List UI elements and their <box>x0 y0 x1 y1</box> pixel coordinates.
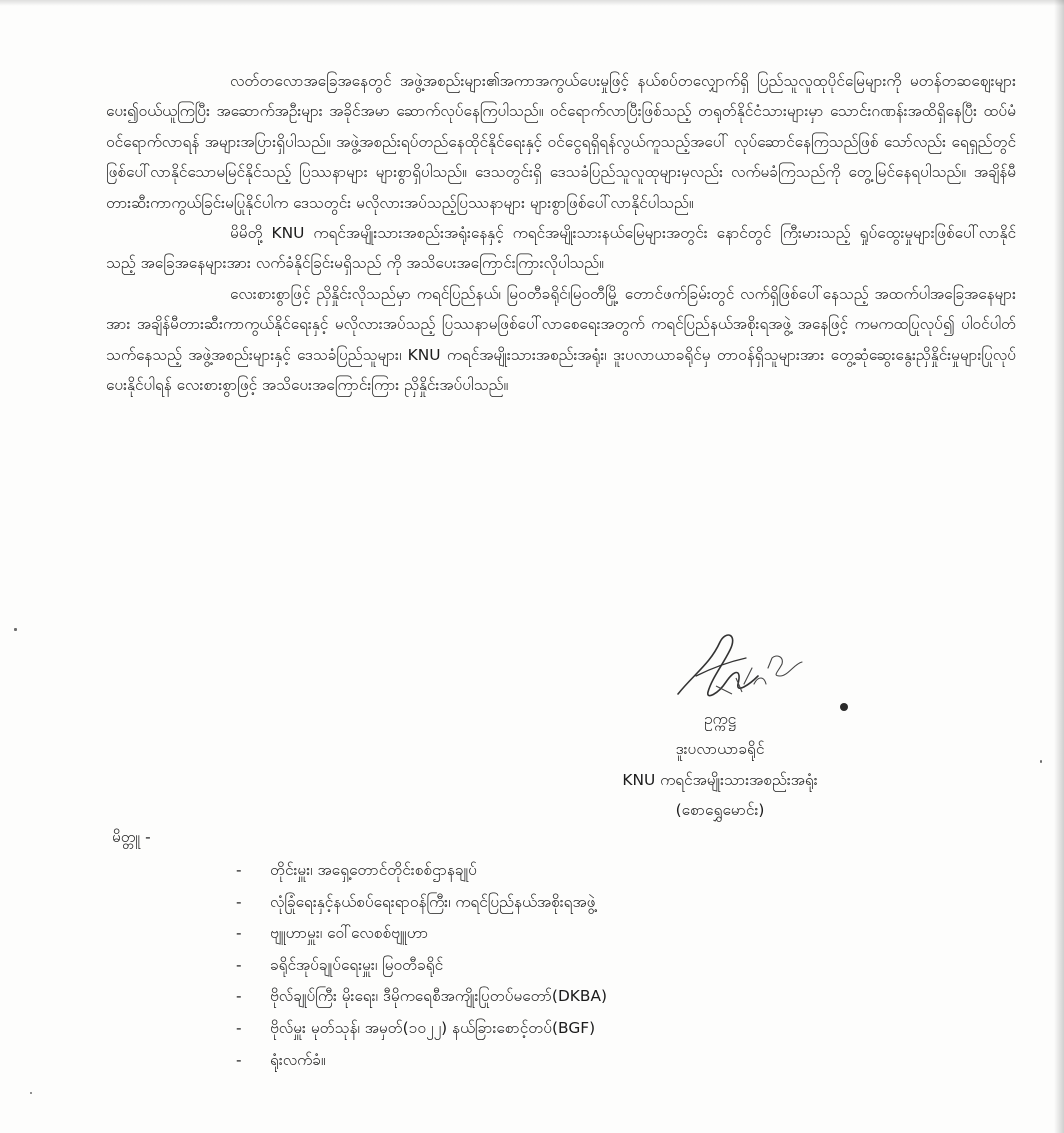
letter-paragraph-2: မိမိတို့ KNU ကရင်အမျိုးသားအစည်းအရုံးနေနှင့် ကရင်အမျိုးသားနယ်မြေများအတွင်း နောင်တွင် ကြီးမားသည့် ရှုပ်ထွေးမှုများဖြစ်ပေါ်လာနိုင်သည့် အခြေအနေများအား လက်ခံနိုင်ခြင်းမရှိသည် ကို အသိပေးအကြောင်းကြားလိုပါသည်။ <box>106 224 1016 273</box>
cc-recipient: - လုံခြုံရေးနှင့်နယ်စပ်ရေးရာဝန်ကြီး၊ ကရင်ပြည်နယ်အစိုးရအဖွဲ့ <box>236 887 607 919</box>
cc-label: မိတ္တူ - <box>112 828 151 846</box>
list-bullet: - <box>236 1050 242 1069</box>
scan-speck <box>30 1092 32 1094</box>
list-bullet: - <box>236 924 242 943</box>
signer-name: (စောရွှေမောင်း) <box>675 801 765 820</box>
letter-paragraph-3: လေးစားစွာဖြင့် ညှိနှိုင်းလိုသည်မှာ ကရင်ပြည်နယ်၊ မြဝတီခရိုင်၊မြဝတီမြို့ တောင်ဖက်ခြမ်းတွင် လက်ရှိဖြစ်ပေါ်နေသည့် အထက်ပါအခြေအနေများအား အချိန်မီတားဆီးကာကွယ်နိုင်ရေးနှင့် မလိုလားအပ်သည့် ပြဿနာမဖြစ်ပေါ်လာစေရေးအတွက် ကရင်ပြည်နယ်အစိုးရအဖွဲ့ အနေဖြင့် ကမကထပြုလုပ်၍ ပါဝင်ပါတ်သက်နေသည့် အဖွဲ့အစည်းများနှင့် ဒေသခံပြည်သူများ၊ KNU ကရင်အမျိုးသားအစည်းအရုံး၊ ဒူးပလာယာခရိုင်မှ တာဝန်ရှိသူများအား တွေ့ဆုံဆွေးနွေးညှိနှိုင်းမှုများပြုလုပ်ပေးနိုင်ပါရန် လေးစားစွာဖြင့် အသိပေးအကြောင်းကြား ညှိနှိုင်းအပ်ပါသည်။ <box>106 284 1016 395</box>
cc-recipient: - ရုံးလက်ခံ။ <box>236 1045 607 1077</box>
cc-recipient: - ဗိုလ်ချုပ်ကြီး မိုးရေး၊ ဒီမိုကရေစီအကျိုးပြုတပ်မတော်(DKBA) <box>236 981 607 1013</box>
list-bullet: - <box>236 861 242 879</box>
cc-recipient-list <box>236 855 607 1076</box>
signer-district: ဒူးပလာယာခရိုင် <box>675 740 765 759</box>
letter-paragraph-1: လတ်တလောအခြေအနေတွင် အဖွဲ့အစည်းများ၏အကာအကွယ်ပေးမှုဖြင့် နယ်စပ်တလျှောက်ရှိ ပြည်သူလူထုပိုင်မြေများကို မတန်တဆဈေးများပေး၍ဝယ်ယူကြပြီး အဆောက်အဦးများ အခိုင်အမာ ဆောက်လုပ်နေကြပါသည်။ ဝင်ရောက်လာပြီးဖြစ်သည့် တရုတ်နိုင်ငံသားများမှာ သောင်းဂဏန်းအထိရှိနေပြီး ထပ်မံဝင်ရောက်လာရန် အများအပြားရှိပါသည်။ အဖွဲ့အစည်းရပ်တည်နေထိုင်နိုင်ရေးနှင့် ဝင်ငွေရရှိရန်လွယ်ကူသည့်အပေါ် လုပ်ဆောင်နေကြသည်ဖြစ် သော်လည်း ရေရှည်တွင် ဖြစ်ပေါ်လာနိုင်သောမမြင်နိုင်သည့် ပြဿနာများ များစွာရှိပါသည်။ ဒေသတွင်းရှိ ဒေသခံပြည်သူလူထုများမှလည်း လက်မခံကြသည်ကို တွေ့မြင်နေရပါသည်။ အချိန်မီတားဆီးကာကွယ်ခြင်းမပြုနိုင်ပါက ဒေသတွင်း မလိုလားအပ်သည့်ပြဿနာများ များစွာဖြစ်ပေါ်လာနိုင်ပါသည်။ <box>106 72 1016 212</box>
scan-speck <box>1040 760 1042 763</box>
cc-recipient: - တိုင်းမှူး၊ အရှေ့တောင်တိုင်းစစ်ဌာနချုပ် <box>236 855 607 887</box>
scan-right-shadow <box>1054 0 1064 1133</box>
list-bullet: - <box>236 892 242 911</box>
cc-recipient: - ဗိုလ်မှူး မုတ်သုန်၊ အမှတ်(၁၀၂၂) နယ်ခြားစောင့်တပ်(BGF) <box>236 1013 607 1045</box>
scan-speck <box>14 628 17 631</box>
letter-body <box>106 66 1016 400</box>
scan-top-shadow <box>0 0 1064 6</box>
handwritten-signature <box>672 628 812 704</box>
list-bullet: - <box>236 1018 242 1037</box>
signer-organization: KNU ကရင်အမျိုးသားအစည်းအရုံး <box>622 770 818 789</box>
signature-block <box>540 704 900 826</box>
signer-title: ဥက္ကဋ္ဌ <box>704 710 736 728</box>
cc-recipient: - ဗျူဟာမှူး၊ ဝေါ်လေစစ်ဗျူဟာ <box>236 918 607 950</box>
cc-recipient: - ခရိုင်အုပ်ချုပ်ရေးမှူး၊ မြဝတီခရိုင် <box>236 950 607 982</box>
list-bullet: - <box>236 987 242 1006</box>
list-bullet: - <box>236 955 242 974</box>
